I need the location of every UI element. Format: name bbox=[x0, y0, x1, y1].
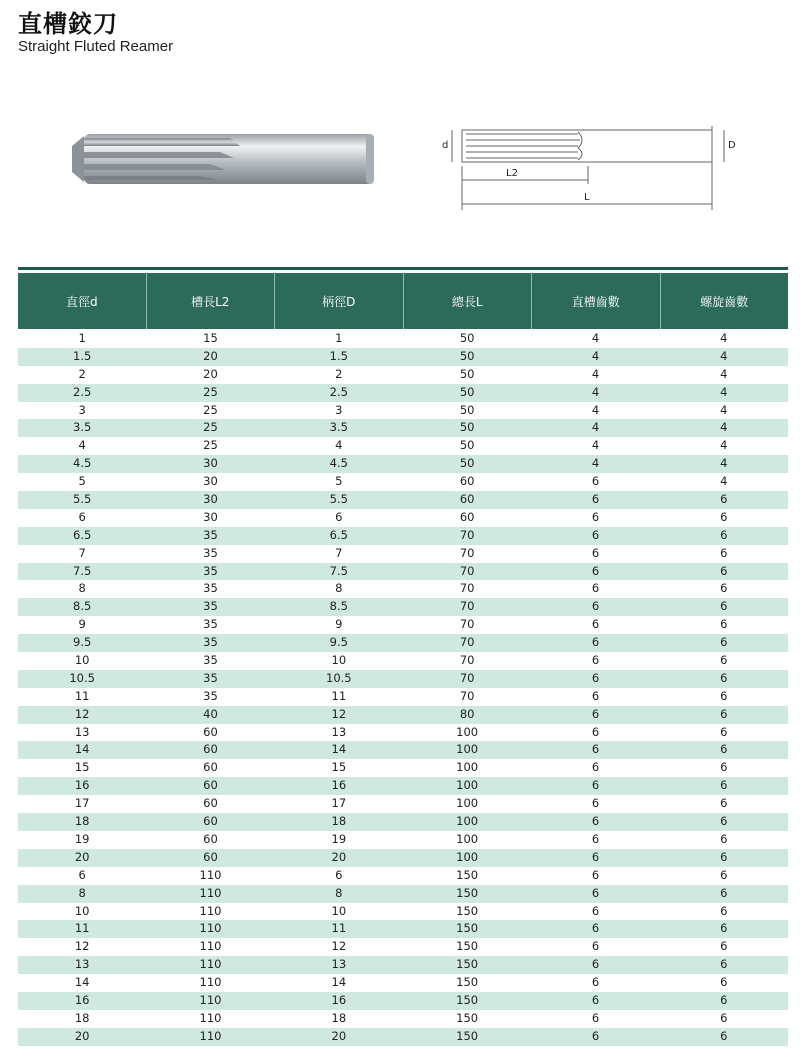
table-cell: 20 bbox=[203, 366, 218, 381]
table-cell: 4 bbox=[720, 384, 728, 399]
table-cell: 70 bbox=[459, 527, 475, 542]
table-cell: 6 bbox=[720, 653, 728, 668]
table-cell: 1.5 bbox=[73, 348, 92, 363]
table-cell: 60 bbox=[203, 831, 218, 846]
table-cell: 6 bbox=[720, 992, 728, 1007]
label-d: d bbox=[442, 140, 449, 151]
table-cell: 6 bbox=[591, 545, 600, 560]
table-cell: 6 bbox=[720, 796, 728, 811]
table-cell: 6 bbox=[591, 581, 600, 596]
table-cell: 13 bbox=[331, 724, 347, 739]
table-cell: 6 bbox=[720, 563, 728, 578]
table-cell: 50 bbox=[459, 420, 475, 435]
table-cell: 7.5 bbox=[73, 563, 92, 578]
table-cell: 70 bbox=[459, 563, 475, 578]
table-cell: 6 bbox=[720, 849, 728, 864]
dimension-drawing bbox=[428, 118, 748, 218]
table-cell: 12 bbox=[331, 939, 347, 954]
table-row bbox=[18, 598, 788, 616]
table-cell: 8 bbox=[78, 885, 86, 900]
table-cell: 4 bbox=[720, 366, 728, 381]
table-cell: 3 bbox=[335, 402, 343, 417]
table-cell: 4 bbox=[591, 402, 600, 417]
table-cell: 6 bbox=[591, 742, 600, 757]
table-row bbox=[18, 634, 788, 652]
table-cell: 16 bbox=[331, 992, 347, 1007]
table-row bbox=[18, 473, 788, 491]
table-cell: 6 bbox=[720, 867, 728, 882]
table-row bbox=[18, 419, 788, 437]
table-cell: 6 bbox=[591, 867, 600, 882]
table-cell: 13 bbox=[331, 957, 347, 972]
table-cell: 60 bbox=[203, 796, 218, 811]
table-cell: 70 bbox=[459, 670, 475, 685]
table-cell: 110 bbox=[199, 885, 222, 900]
table-cell: 6 bbox=[591, 599, 600, 614]
table-cell: 13 bbox=[74, 957, 90, 972]
table-cell: 16 bbox=[74, 992, 90, 1007]
table-cell: 11 bbox=[74, 921, 90, 936]
table-cell: 15 bbox=[331, 760, 347, 775]
table-cell: 11 bbox=[331, 921, 347, 936]
table-row bbox=[18, 1028, 788, 1046]
table-cell: 8.5 bbox=[329, 599, 348, 614]
table-cell: 6 bbox=[335, 867, 343, 882]
table-cell: 150 bbox=[456, 903, 479, 918]
table-cell: 150 bbox=[456, 885, 479, 900]
table-cell: 100 bbox=[456, 796, 479, 811]
table-cell: 35 bbox=[203, 670, 218, 685]
table-cell: 4 bbox=[591, 384, 600, 399]
page-subtitle: Straight Fluted Reamer bbox=[18, 38, 174, 55]
table-row bbox=[18, 455, 788, 473]
table-row bbox=[18, 849, 788, 867]
table-row bbox=[18, 885, 788, 903]
table-cell: 8 bbox=[78, 581, 86, 596]
table-cell: 7.5 bbox=[329, 563, 348, 578]
table-row bbox=[18, 580, 788, 598]
table-cell: 20 bbox=[203, 348, 218, 363]
table-row bbox=[18, 956, 788, 974]
table-cell: 150 bbox=[456, 957, 479, 972]
table-cell: 50 bbox=[459, 456, 475, 471]
table-cell: 4 bbox=[591, 366, 600, 381]
table-cell: 6 bbox=[591, 760, 600, 775]
table-row bbox=[18, 867, 788, 885]
table-cell: 35 bbox=[203, 599, 218, 614]
table-cell: 20 bbox=[74, 1028, 90, 1043]
table-cell: 8.5 bbox=[73, 599, 92, 614]
table-cell: 6 bbox=[720, 831, 728, 846]
table-row bbox=[18, 616, 788, 634]
table-cell: 13 bbox=[74, 724, 90, 739]
label-D: D bbox=[728, 140, 736, 151]
table-cell: 70 bbox=[459, 617, 475, 632]
table-cell: 4 bbox=[335, 438, 343, 453]
table-cell: 6 bbox=[591, 885, 600, 900]
table-cell: 150 bbox=[456, 867, 479, 882]
table-row bbox=[18, 706, 788, 724]
table-row bbox=[18, 777, 788, 795]
table-cell: 6 bbox=[720, 975, 728, 990]
table-cell: 20 bbox=[331, 849, 347, 864]
table-cell: 11 bbox=[331, 688, 347, 703]
table-cell: 100 bbox=[456, 742, 479, 757]
col-header-diameter: 直徑d bbox=[18, 273, 147, 329]
table-row bbox=[18, 795, 788, 813]
table-cell: 60 bbox=[203, 760, 218, 775]
table-cell: 6 bbox=[720, 1010, 728, 1025]
table-cell: 6 bbox=[591, 921, 600, 936]
table-cell: 100 bbox=[456, 849, 479, 864]
table-cell: 16 bbox=[74, 778, 90, 793]
table-cell: 110 bbox=[199, 1010, 222, 1025]
table-row bbox=[18, 938, 788, 956]
table-row bbox=[18, 348, 788, 366]
table-cell: 110 bbox=[199, 921, 222, 936]
table-cell: 6 bbox=[591, 831, 600, 846]
table-cell: 60 bbox=[203, 849, 218, 864]
table-cell: 6 bbox=[720, 957, 728, 972]
table-cell: 4 bbox=[591, 331, 600, 345]
table-cell: 4 bbox=[720, 438, 728, 453]
table-row bbox=[18, 903, 788, 921]
table-cell: 6 bbox=[720, 492, 728, 507]
table-cell: 35 bbox=[203, 581, 218, 596]
table-row bbox=[18, 437, 788, 455]
table-cell: 5.5 bbox=[329, 492, 348, 507]
table-cell: 6 bbox=[720, 724, 728, 739]
table-row bbox=[18, 366, 788, 384]
table-row bbox=[18, 652, 788, 670]
table-cell: 70 bbox=[459, 635, 475, 650]
table-cell: 150 bbox=[456, 1028, 479, 1043]
table-cell: 6 bbox=[78, 867, 86, 882]
table-cell: 4 bbox=[720, 331, 728, 345]
table-row bbox=[18, 402, 788, 420]
table-cell: 6 bbox=[591, 509, 600, 524]
table-cell: 2 bbox=[335, 366, 343, 381]
table-cell: 4.5 bbox=[329, 456, 348, 471]
table-cell: 18 bbox=[331, 1010, 347, 1025]
table-cell: 8 bbox=[335, 885, 343, 900]
table-cell: 12 bbox=[74, 939, 90, 954]
table-cell: 6 bbox=[591, 527, 600, 542]
table-row bbox=[18, 831, 788, 849]
table-cell: 110 bbox=[199, 957, 222, 972]
table-cell: 20 bbox=[74, 849, 90, 864]
table-cell: 6 bbox=[591, 653, 600, 668]
table-cell: 6 bbox=[591, 688, 600, 703]
table-cell: 6 bbox=[591, 706, 600, 721]
table-row bbox=[18, 688, 788, 706]
table-cell: 70 bbox=[459, 545, 475, 560]
table-cell: 6 bbox=[591, 474, 600, 489]
table-cell: 9 bbox=[335, 617, 343, 632]
table-cell: 6.5 bbox=[329, 527, 348, 542]
table-cell: 6 bbox=[720, 581, 728, 596]
table-cell: 6 bbox=[591, 1010, 600, 1025]
table-cell: 6 bbox=[591, 563, 600, 578]
table-cell: 1.5 bbox=[329, 348, 348, 363]
table-cell: 100 bbox=[456, 760, 479, 775]
table-cell: 50 bbox=[459, 438, 475, 453]
table-cell: 6 bbox=[591, 492, 600, 507]
table-cell: 5.5 bbox=[73, 492, 92, 507]
table-cell: 6 bbox=[591, 992, 600, 1007]
table-cell: 35 bbox=[203, 653, 218, 668]
table-cell: 6 bbox=[720, 545, 728, 560]
table-cell: 110 bbox=[199, 1028, 222, 1043]
table-cell: 12 bbox=[331, 706, 347, 721]
table-cell: 35 bbox=[203, 527, 218, 542]
table-cell: 150 bbox=[456, 921, 479, 936]
table-cell: 100 bbox=[456, 831, 479, 846]
table-row bbox=[18, 974, 788, 992]
table-cell: 6 bbox=[720, 509, 728, 524]
table-row bbox=[18, 670, 788, 688]
table-cell: 6 bbox=[591, 796, 600, 811]
table-cell: 30 bbox=[203, 474, 218, 489]
table-cell: 150 bbox=[456, 939, 479, 954]
table-cell: 6 bbox=[720, 921, 728, 936]
table-cell: 30 bbox=[203, 456, 218, 471]
table-cell: 60 bbox=[203, 814, 218, 829]
table-cell: 6 bbox=[720, 778, 728, 793]
table-cell: 4 bbox=[591, 348, 600, 363]
table-cell: 6 bbox=[78, 509, 86, 524]
table-cell: 4.5 bbox=[73, 456, 92, 471]
table-cell: 3 bbox=[78, 402, 86, 417]
table-row bbox=[18, 724, 788, 742]
table-cell: 6 bbox=[720, 670, 728, 685]
table-cell: 18 bbox=[74, 1010, 90, 1025]
table-cell: 6 bbox=[720, 939, 728, 954]
reamer-photo bbox=[70, 128, 380, 190]
table-cell: 2.5 bbox=[73, 384, 92, 399]
table-cell: 10.5 bbox=[326, 670, 352, 685]
table-cell: 6 bbox=[720, 599, 728, 614]
table-row bbox=[18, 330, 788, 348]
table-cell: 4 bbox=[78, 438, 86, 453]
col-header-overall-length: 總長L bbox=[404, 273, 533, 329]
table-cell: 50 bbox=[459, 384, 475, 399]
table-cell: 35 bbox=[203, 563, 218, 578]
table-cell: 6 bbox=[720, 814, 728, 829]
table-cell: 7 bbox=[335, 545, 343, 560]
table-body bbox=[18, 330, 788, 1046]
table-cell: 17 bbox=[331, 796, 347, 811]
table-cell: 6 bbox=[591, 670, 600, 685]
table-row bbox=[18, 563, 788, 581]
table-cell: 3.5 bbox=[73, 420, 92, 435]
table-row bbox=[18, 920, 788, 938]
table-row bbox=[18, 545, 788, 563]
table-cell: 6 bbox=[591, 939, 600, 954]
table-cell: 6 bbox=[591, 617, 600, 632]
table-cell: 10 bbox=[74, 653, 90, 668]
table-cell: 35 bbox=[203, 635, 218, 650]
table-cell: 70 bbox=[459, 688, 475, 703]
table-cell: 14 bbox=[74, 742, 90, 757]
table-cell: 6.5 bbox=[73, 527, 92, 542]
table-cell: 6 bbox=[720, 617, 728, 632]
table-cell: 8 bbox=[335, 581, 343, 596]
table-cell: 10.5 bbox=[69, 670, 95, 685]
col-header-flute-length: 槽長L2 bbox=[147, 273, 276, 329]
table-cell: 6 bbox=[335, 509, 343, 524]
table-cell: 6 bbox=[591, 814, 600, 829]
table-cell: 35 bbox=[203, 617, 218, 632]
table-cell: 6 bbox=[720, 706, 728, 721]
col-header-spiral-teeth: 螺旋齒數 bbox=[700, 294, 749, 309]
table-cell: 50 bbox=[459, 366, 475, 381]
table-cell: 60 bbox=[203, 724, 218, 739]
table-cell: 110 bbox=[199, 975, 222, 990]
table-cell: 10 bbox=[331, 653, 347, 668]
table-cell: 12 bbox=[74, 706, 90, 721]
table-cell: 6 bbox=[720, 688, 728, 703]
table-cell: 15 bbox=[203, 331, 218, 345]
table-cell: 14 bbox=[331, 742, 347, 757]
table-row bbox=[18, 741, 788, 759]
table-row bbox=[18, 527, 788, 545]
table-cell: 9 bbox=[78, 617, 86, 632]
table-cell: 5 bbox=[335, 474, 343, 489]
table-row bbox=[18, 759, 788, 777]
table-cell: 6 bbox=[591, 1028, 600, 1043]
table-cell: 4 bbox=[720, 402, 728, 417]
table-cell: 70 bbox=[459, 599, 475, 614]
table-cell: 4 bbox=[720, 456, 728, 471]
table-cell: 110 bbox=[199, 867, 222, 882]
table-cell: 10 bbox=[74, 903, 90, 918]
table-cell: 60 bbox=[203, 742, 218, 757]
table-row bbox=[18, 992, 788, 1010]
table-cell: 6 bbox=[720, 635, 728, 650]
table-cell: 110 bbox=[199, 939, 222, 954]
table-cell: 150 bbox=[456, 975, 479, 990]
table-cell: 16 bbox=[331, 778, 347, 793]
table-cell: 3.5 bbox=[329, 420, 348, 435]
col-header-straight-teeth: 直槽齒數 bbox=[532, 273, 661, 329]
table-cell: 25 bbox=[203, 402, 218, 417]
table-cell: 50 bbox=[459, 331, 475, 345]
table-row bbox=[18, 491, 788, 509]
table-cell: 7 bbox=[78, 545, 86, 560]
table-cell: 4 bbox=[591, 456, 600, 471]
table-cell: 4 bbox=[720, 348, 728, 363]
table-cell: 5 bbox=[78, 474, 86, 489]
table-cell: 6 bbox=[591, 724, 600, 739]
table-cell: 150 bbox=[456, 1010, 479, 1025]
table-row bbox=[18, 509, 788, 527]
table-cell: 2 bbox=[78, 366, 86, 381]
table-cell: 40 bbox=[203, 706, 218, 721]
table-cell: 100 bbox=[456, 724, 479, 739]
table-cell: 4 bbox=[720, 420, 728, 435]
label-L: L bbox=[584, 192, 590, 203]
table-cell: 60 bbox=[203, 778, 218, 793]
table-cell: 14 bbox=[331, 975, 347, 990]
table-cell: 30 bbox=[203, 509, 218, 524]
table-cell: 25 bbox=[203, 438, 218, 453]
table-cell: 25 bbox=[203, 420, 218, 435]
table-cell: 19 bbox=[331, 831, 347, 846]
table-cell: 6 bbox=[720, 742, 728, 757]
table-cell: 70 bbox=[459, 653, 475, 668]
table-cell: 6 bbox=[720, 903, 728, 918]
table-header bbox=[18, 273, 788, 329]
table-cell: 6 bbox=[720, 760, 728, 775]
table-cell: 50 bbox=[459, 348, 475, 363]
table-cell: 11 bbox=[74, 688, 90, 703]
table-cell: 25 bbox=[203, 384, 218, 399]
table-cell: 6 bbox=[591, 635, 600, 650]
table-cell: 70 bbox=[459, 581, 475, 596]
table-cell: 1 bbox=[78, 331, 86, 345]
table-cell: 6 bbox=[591, 903, 600, 918]
table-row bbox=[18, 384, 788, 402]
table-cell: 60 bbox=[459, 509, 475, 524]
table-cell: 19 bbox=[74, 831, 90, 846]
table-cell: 35 bbox=[203, 688, 218, 703]
table-cell: 6 bbox=[591, 975, 600, 990]
page-title: 直槽鉸刀 bbox=[18, 10, 118, 38]
table-cell: 100 bbox=[456, 778, 479, 793]
table-cell: 15 bbox=[74, 760, 90, 775]
col-header-shank-diameter: 柄徑D bbox=[275, 273, 404, 329]
table-cell: 9.5 bbox=[329, 635, 348, 650]
table-cell: 14 bbox=[74, 975, 90, 990]
table-cell: 60 bbox=[459, 492, 475, 507]
table-cell: 6 bbox=[591, 957, 600, 972]
table-cell: 4 bbox=[591, 438, 600, 453]
table-cell: 17 bbox=[74, 796, 90, 811]
table-cell: 6 bbox=[720, 885, 728, 900]
table-cell: 30 bbox=[203, 492, 218, 507]
table-cell: 4 bbox=[591, 420, 600, 435]
table-cell: 110 bbox=[199, 903, 222, 918]
table-top-rule bbox=[18, 267, 788, 270]
table-cell: 18 bbox=[74, 814, 90, 829]
table-cell: 100 bbox=[456, 814, 479, 829]
table-row bbox=[18, 813, 788, 831]
table-cell: 4 bbox=[720, 474, 728, 489]
table-cell: 35 bbox=[203, 545, 218, 560]
table-row bbox=[18, 1010, 788, 1028]
table-cell: 10 bbox=[331, 903, 347, 918]
label-L2: L2 bbox=[506, 168, 518, 179]
table-cell: 6 bbox=[720, 527, 728, 542]
table-cell: 150 bbox=[456, 992, 479, 1007]
table-cell: 110 bbox=[199, 992, 222, 1007]
table-cell: 50 bbox=[459, 402, 475, 417]
table-cell: 60 bbox=[459, 474, 475, 489]
table-cell: 6 bbox=[591, 778, 600, 793]
table-cell: 18 bbox=[331, 814, 347, 829]
table-cell: 20 bbox=[331, 1028, 347, 1043]
table-cell: 2.5 bbox=[329, 384, 348, 399]
table-cell: 1 bbox=[335, 331, 343, 345]
table-cell: 80 bbox=[459, 706, 475, 721]
table-cell: 6 bbox=[591, 849, 600, 864]
table-cell: 6 bbox=[720, 1028, 728, 1043]
table-cell: 9.5 bbox=[73, 635, 92, 650]
